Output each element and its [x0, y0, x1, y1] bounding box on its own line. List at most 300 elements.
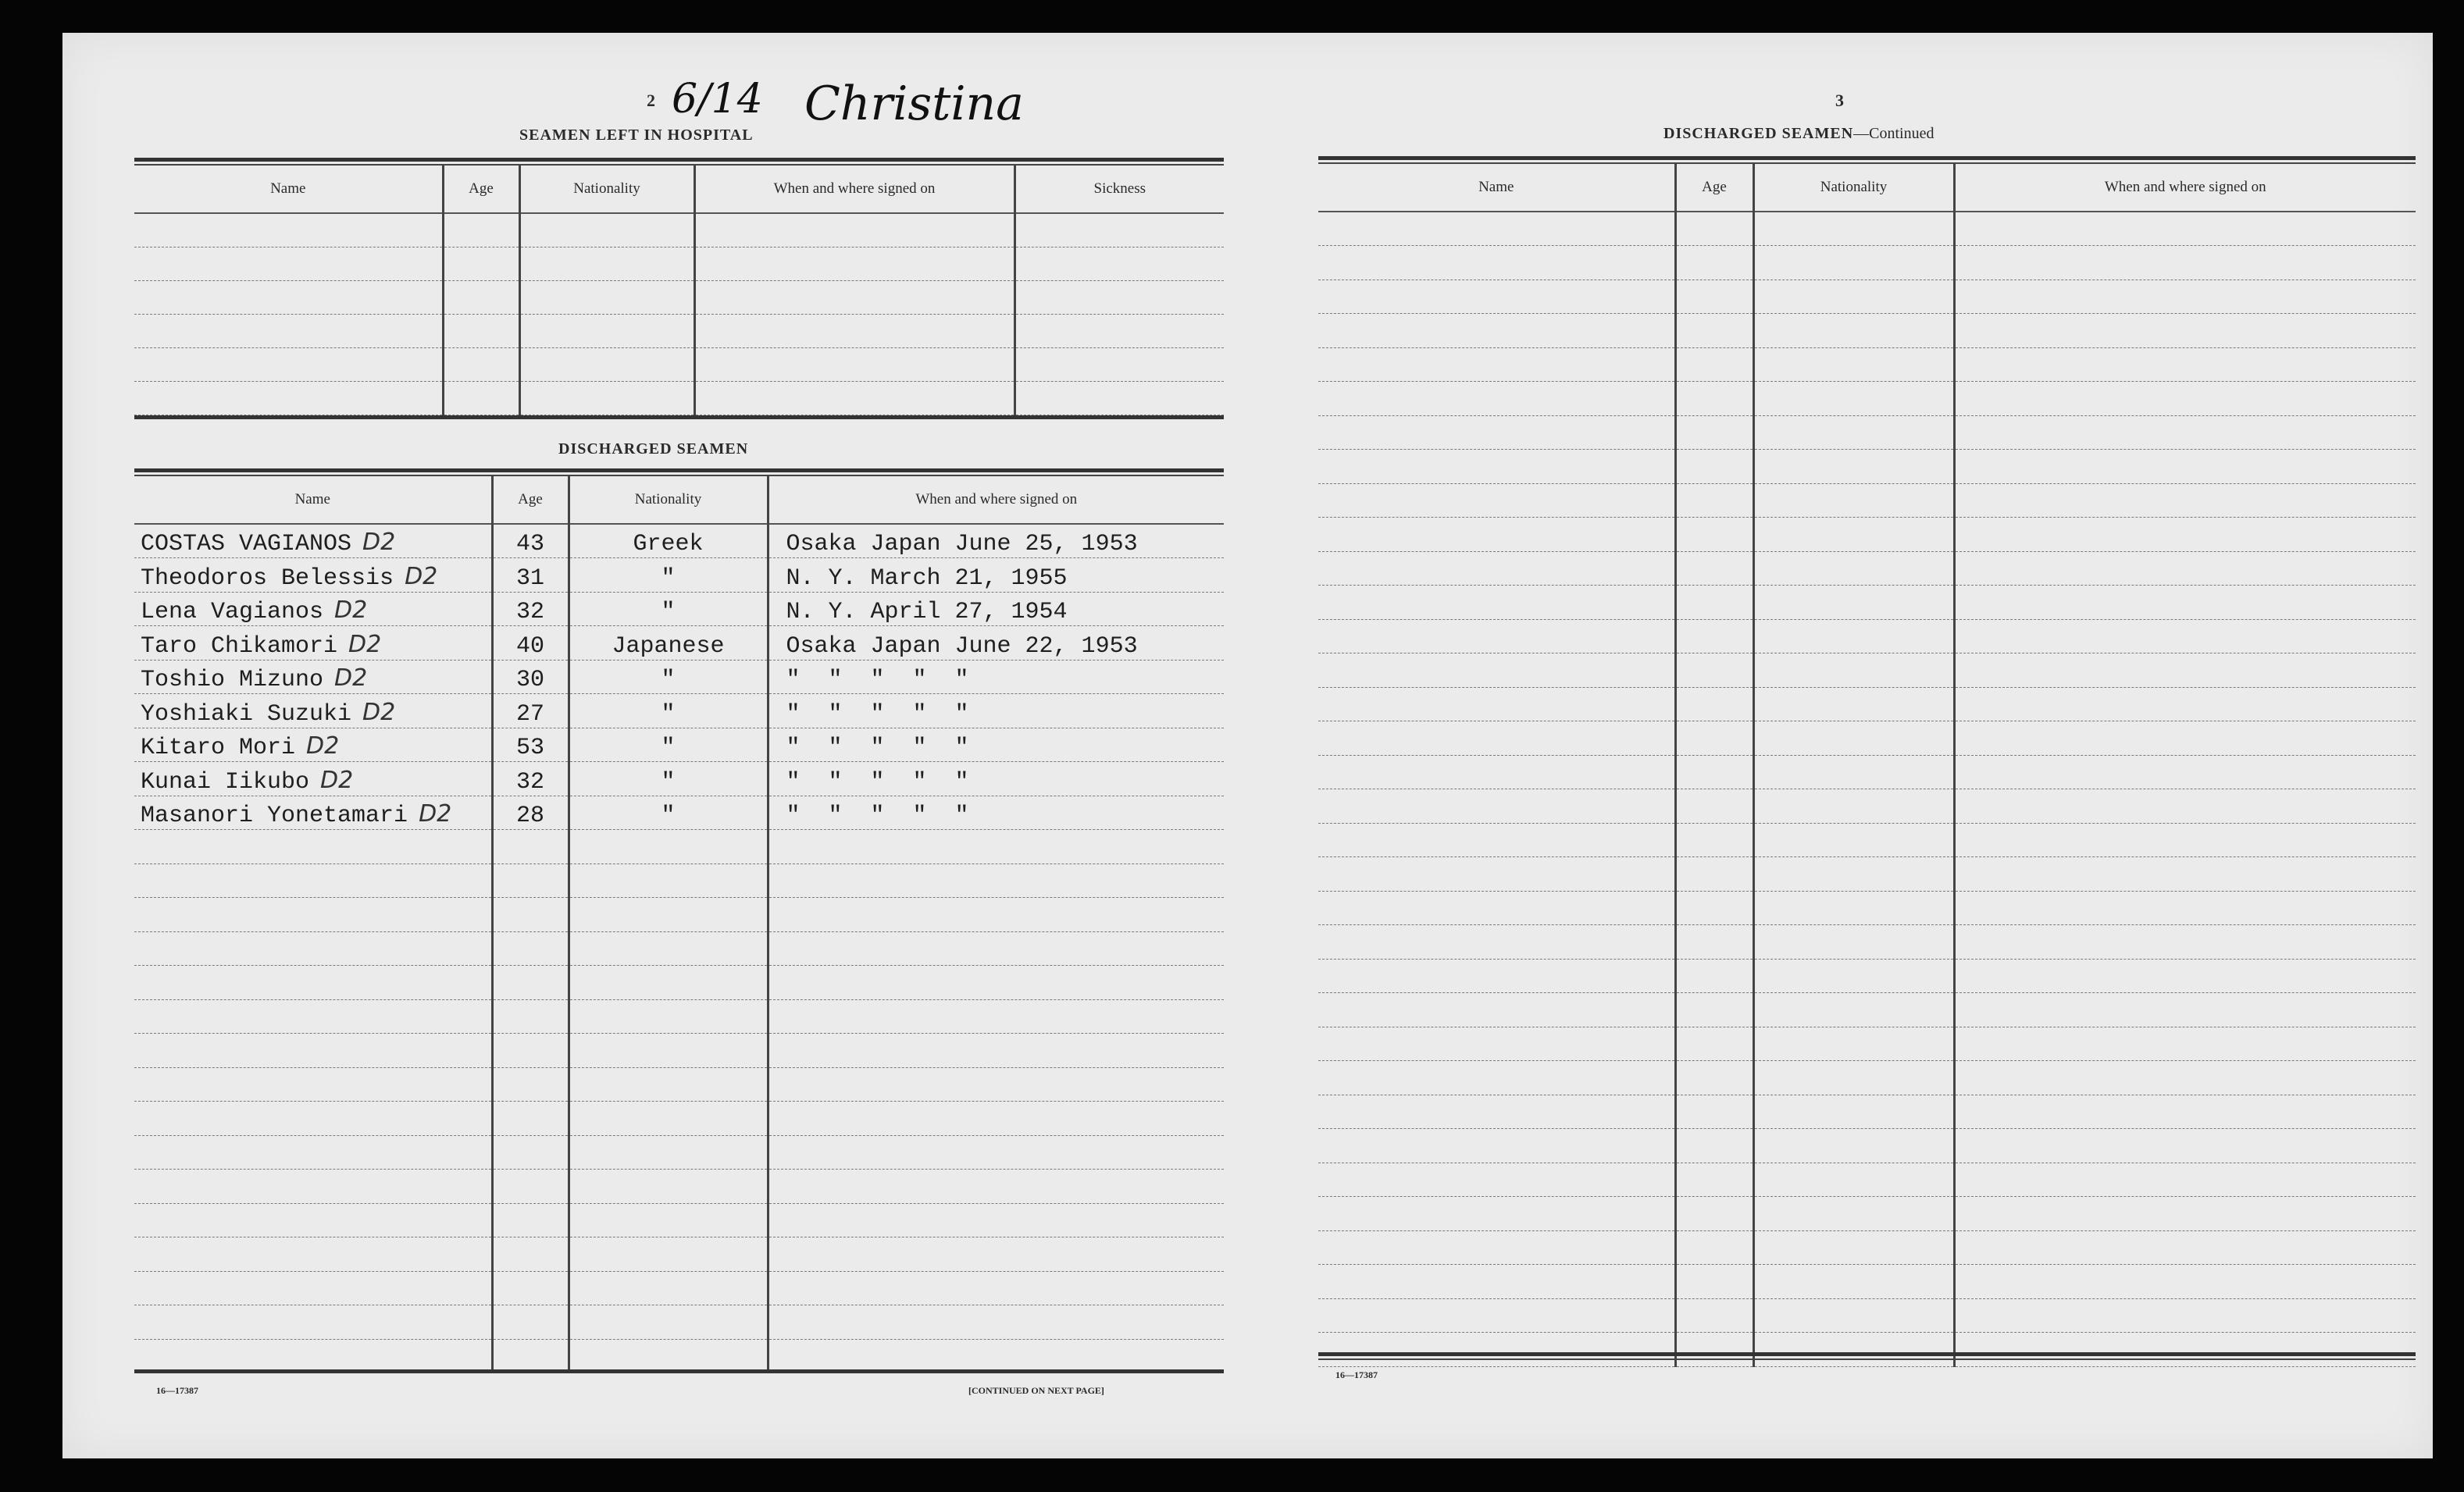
table-cell — [1318, 483, 1675, 518]
seaman-name-cell — [134, 762, 492, 796]
table-cell — [694, 247, 1014, 280]
seaman-name: Kitaro Mori — [141, 735, 296, 761]
table-cell — [134, 966, 492, 1000]
rule — [134, 1369, 1224, 1373]
col-header-sickness: Sickness — [1014, 166, 1224, 213]
table-cell — [492, 1203, 569, 1237]
table-cell — [492, 1067, 569, 1102]
table-cell — [1675, 857, 1753, 892]
table-row — [134, 966, 1224, 1000]
table-cell — [1753, 1230, 1954, 1265]
table-cell — [134, 864, 492, 898]
col-header-age: Age — [492, 476, 569, 524]
table-cell — [1954, 1298, 2416, 1333]
table-cell — [1318, 1230, 1675, 1265]
table-cell — [1954, 823, 2416, 857]
table-cell — [1675, 755, 1753, 789]
table-cell — [1675, 483, 1753, 518]
table-row — [134, 1170, 1224, 1204]
table-cell — [1318, 959, 1675, 993]
seaman-age: 32 — [492, 592, 569, 626]
table-cell — [1954, 1163, 2416, 1197]
table-cell — [1318, 755, 1675, 789]
table-cell — [134, 1203, 492, 1237]
table-cell — [1675, 653, 1753, 688]
table-row — [1318, 1230, 2416, 1265]
table-cell — [1753, 1095, 1954, 1129]
table-cell — [1014, 314, 1224, 347]
rule — [1318, 1352, 2416, 1356]
rule — [134, 415, 1224, 419]
title-suffix: —Continued — [1853, 125, 1934, 142]
table-cell — [768, 898, 1224, 932]
table-cell — [1318, 518, 1675, 552]
table-row — [1318, 483, 2416, 518]
discharge-mark: D2 — [405, 562, 438, 590]
discharge-mark: D2 — [362, 698, 396, 726]
table-cell — [1954, 280, 2416, 314]
discharge-mark: D2 — [419, 800, 452, 828]
seaman-signed-on: " " " " " — [768, 694, 1224, 728]
table-cell — [1318, 246, 1675, 280]
table-cell — [1954, 483, 2416, 518]
seaman-age: 31 — [492, 558, 569, 593]
discharged-table — [134, 476, 1224, 1373]
table-cell — [1675, 925, 1753, 960]
table-cell — [1318, 823, 1675, 857]
table-cell — [492, 966, 569, 1000]
table-cell — [569, 1237, 768, 1272]
table-cell — [1675, 518, 1753, 552]
table-cell — [1318, 1027, 1675, 1061]
handwritten-vessel-name: Christina — [804, 77, 1024, 131]
table-cell — [1753, 1265, 1954, 1299]
seaman-nationality: Greek — [569, 524, 768, 558]
table-cell — [1753, 891, 1954, 925]
table-cell — [1753, 314, 1954, 348]
table-row — [134, 558, 1224, 593]
title-text: DISCHARGED SEAMEN — [1663, 125, 1854, 142]
table-cell — [134, 1067, 492, 1102]
table-cell — [519, 347, 694, 381]
table-row — [134, 864, 1224, 898]
table-cell — [569, 830, 768, 864]
table-cell — [1753, 1061, 1954, 1095]
table-cell — [1954, 1197, 2416, 1231]
table-cell — [1014, 213, 1224, 247]
table-row — [1318, 280, 2416, 314]
table-cell — [519, 213, 694, 247]
table-cell — [1318, 789, 1675, 824]
page-number: 2 — [647, 91, 655, 110]
table-cell — [1318, 1129, 1675, 1163]
table-row — [1318, 246, 2416, 280]
table-cell — [1318, 212, 1675, 246]
discharge-mark: D2 — [362, 529, 396, 556]
handwritten-date: 6/14 — [672, 76, 763, 123]
table-cell — [1954, 518, 2416, 552]
table-row — [1318, 619, 2416, 653]
table-cell — [443, 213, 519, 247]
table-cell — [492, 1339, 569, 1373]
table-cell — [519, 314, 694, 347]
table-cell — [1318, 925, 1675, 960]
left-page — [62, 33, 1179, 1458]
table-cell — [134, 381, 443, 415]
table-row — [1318, 891, 2416, 925]
seaman-name-cell — [134, 694, 492, 728]
table-cell — [1954, 789, 2416, 824]
table-cell — [1318, 551, 1675, 586]
rule — [134, 468, 1224, 472]
seaman-name: Toshio Mizuno — [141, 667, 324, 693]
continued-note: [CONTINUED ON NEXT PAGE] — [968, 1385, 1104, 1396]
col-header-nationality: Nationality — [519, 166, 694, 213]
table-row — [1318, 823, 2416, 857]
table-cell — [443, 347, 519, 381]
table-cell — [569, 898, 768, 932]
table-cell — [768, 1170, 1224, 1204]
table-cell — [1954, 755, 2416, 789]
seaman-name: Lena Vagianos — [141, 599, 324, 625]
table-cell — [694, 213, 1014, 247]
table-cell — [492, 931, 569, 966]
table-cell — [1753, 653, 1954, 688]
seaman-name: Masanori Yonetamari — [141, 803, 408, 829]
table-row — [134, 830, 1224, 864]
seaman-nationality: " — [569, 728, 768, 762]
table-cell — [1675, 246, 1753, 280]
table-cell — [1753, 619, 1954, 653]
rule — [134, 158, 1224, 162]
table-cell — [492, 1305, 569, 1340]
table-row — [1318, 551, 2416, 586]
table-cell — [1675, 789, 1753, 824]
seaman-nationality: " — [569, 796, 768, 830]
table-cell — [1675, 1333, 1753, 1367]
table-cell — [1954, 1129, 2416, 1163]
seaman-signed-on: N. Y. April 27, 1954 — [768, 592, 1224, 626]
table-cell — [1954, 721, 2416, 756]
table-cell — [134, 1102, 492, 1136]
discharge-mark: D2 — [306, 732, 340, 760]
table-cell — [134, 347, 443, 381]
table-cell — [1753, 789, 1954, 824]
table-cell — [1753, 246, 1954, 280]
table-cell — [1675, 1298, 1753, 1333]
table-cell — [1675, 1197, 1753, 1231]
table-cell — [1753, 1027, 1954, 1061]
table-cell — [569, 1271, 768, 1305]
rule — [1318, 156, 2416, 160]
seaman-age: 43 — [492, 524, 569, 558]
table-cell — [1753, 280, 1954, 314]
table-cell — [768, 1034, 1224, 1068]
right-page — [1312, 33, 2433, 1458]
table-cell — [1954, 959, 2416, 993]
table-cell — [134, 1339, 492, 1373]
table-cell — [1318, 450, 1675, 484]
seaman-signed-on: Osaka Japan June 25, 1953 — [768, 524, 1224, 558]
table-cell — [694, 381, 1014, 415]
table-cell — [134, 1170, 492, 1204]
table-cell — [1954, 1061, 2416, 1095]
seaman-age: 40 — [492, 626, 569, 661]
table-cell — [519, 247, 694, 280]
table-cell — [1318, 1095, 1675, 1129]
seaman-name: Taro Chikamori — [141, 632, 338, 660]
table-cell — [519, 280, 694, 314]
table-cell — [1753, 382, 1954, 416]
seaman-age: 27 — [492, 694, 569, 728]
discharge-mark: D2 — [320, 766, 354, 794]
table-cell — [1954, 347, 2416, 382]
table-row — [1318, 382, 2416, 416]
table-cell — [569, 931, 768, 966]
table-cell — [1753, 1129, 1954, 1163]
seaman-name-cell — [134, 592, 492, 626]
table-cell — [1318, 1163, 1675, 1197]
table-cell — [1753, 925, 1954, 960]
table-cell — [1753, 721, 1954, 756]
table-cell — [768, 1305, 1224, 1340]
table-cell — [1675, 891, 1753, 925]
table-cell — [519, 381, 694, 415]
table-cell — [1318, 347, 1675, 382]
seaman-name-cell — [134, 558, 492, 593]
table-cell — [134, 247, 443, 280]
table-cell — [1318, 891, 1675, 925]
table-cell — [1954, 314, 2416, 348]
table-cell — [492, 1034, 569, 1068]
table-cell — [694, 280, 1014, 314]
table-cell — [1675, 721, 1753, 756]
table-row — [134, 347, 1224, 381]
seaman-name: Yoshiaki Suzuki — [141, 700, 352, 728]
table-row — [1318, 959, 2416, 993]
table-cell — [1675, 993, 1753, 1027]
seaman-signed-on: " " " " " — [768, 796, 1224, 830]
seaman-name: Kunai Iikubo — [141, 768, 310, 796]
seaman-signed-on: N. Y. March 21, 1955 — [768, 558, 1224, 593]
col-header-signed-on: When and where signed on — [1954, 164, 2416, 212]
table-row — [134, 1237, 1224, 1272]
table-row — [1318, 721, 2416, 756]
seaman-name-cell — [134, 660, 492, 694]
table-cell — [443, 280, 519, 314]
table-cell — [1753, 1333, 1954, 1367]
table-cell — [492, 1135, 569, 1170]
table-cell — [1675, 1230, 1753, 1265]
table-cell — [768, 931, 1224, 966]
table-cell — [1318, 1061, 1675, 1095]
table-row — [1318, 212, 2416, 246]
table-row — [1318, 518, 2416, 552]
table-cell — [1675, 382, 1753, 416]
table-cell — [1318, 721, 1675, 756]
table-cell — [1753, 415, 1954, 450]
table-cell — [1954, 687, 2416, 721]
table-row — [1318, 586, 2416, 620]
table-cell — [768, 830, 1224, 864]
table-cell — [134, 1034, 492, 1068]
table-row — [1318, 450, 2416, 484]
table-cell — [1675, 450, 1753, 484]
table-row — [134, 1067, 1224, 1102]
table-row — [1318, 653, 2416, 688]
table-cell — [1753, 993, 1954, 1027]
table-cell — [1318, 1298, 1675, 1333]
table-cell — [1675, 1265, 1753, 1299]
form-number: 16—17387 — [1335, 1369, 1378, 1380]
table-cell — [492, 1237, 569, 1272]
hospital-section-title: SEAMEN LEFT IN HOSPITAL — [519, 126, 754, 144]
table-row — [1318, 755, 2416, 789]
table-row — [1318, 415, 2416, 450]
table-cell — [1954, 586, 2416, 620]
seaman-nationality: " — [569, 762, 768, 796]
table-cell — [1675, 212, 1753, 246]
table-cell — [134, 1305, 492, 1340]
table-cell — [492, 999, 569, 1034]
col-header-nationality: Nationality — [1753, 164, 1954, 212]
table-row — [134, 1305, 1224, 1340]
table-cell — [1318, 653, 1675, 688]
table-cell — [768, 1067, 1224, 1102]
table-row — [1318, 1265, 2416, 1299]
table-cell — [134, 1271, 492, 1305]
table-row — [134, 796, 1224, 830]
table-cell — [134, 213, 443, 247]
table-row — [134, 999, 1224, 1034]
table-row — [1318, 925, 2416, 960]
table-row — [134, 762, 1224, 796]
table-cell — [569, 1170, 768, 1204]
table-cell — [1954, 212, 2416, 246]
table-row — [134, 898, 1224, 932]
table-cell — [492, 864, 569, 898]
form-number: 16—17387 — [156, 1385, 198, 1396]
discharge-mark: D2 — [334, 664, 368, 692]
table-cell — [1675, 586, 1753, 620]
table-cell — [1753, 450, 1954, 484]
seaman-age: 30 — [492, 660, 569, 694]
seaman-signed-on: " " " " " — [768, 728, 1224, 762]
seaman-age: 53 — [492, 728, 569, 762]
table-cell — [1318, 857, 1675, 892]
table-cell — [134, 999, 492, 1034]
table-cell — [1753, 687, 1954, 721]
table-cell — [492, 898, 569, 932]
table-cell — [768, 864, 1224, 898]
table-row — [134, 931, 1224, 966]
table-cell — [1954, 450, 2416, 484]
table-cell — [1753, 518, 1954, 552]
table-cell — [1753, 347, 1954, 382]
table-cell — [1014, 381, 1224, 415]
seaman-age: 28 — [492, 796, 569, 830]
table-row — [1318, 1027, 2416, 1061]
table-cell — [1318, 314, 1675, 348]
seaman-signed-on: Osaka Japan June 22, 1953 — [768, 626, 1224, 661]
table-cell — [1954, 1027, 2416, 1061]
col-header-nationality: Nationality — [569, 476, 768, 524]
table-cell — [1753, 1163, 1954, 1197]
table-cell — [1318, 382, 1675, 416]
table-cell — [1318, 1333, 1675, 1367]
table-cell — [694, 347, 1014, 381]
table-cell — [492, 1271, 569, 1305]
table-cell — [569, 1135, 768, 1170]
hospital-table — [134, 166, 1224, 415]
table-cell — [1675, 959, 1753, 993]
table-row — [1318, 1333, 2416, 1367]
table-row — [1318, 857, 2416, 892]
table-cell — [1954, 246, 2416, 280]
table-cell — [1675, 619, 1753, 653]
table-cell — [1954, 925, 2416, 960]
table-cell — [1014, 247, 1224, 280]
table-cell — [492, 830, 569, 864]
table-cell — [1318, 1265, 1675, 1299]
seaman-nationality: " — [569, 660, 768, 694]
col-header-name: Name — [134, 476, 492, 524]
col-header-signed-on: When and where signed on — [768, 476, 1224, 524]
table-cell — [134, 931, 492, 966]
table-row — [1318, 1197, 2416, 1231]
table-cell — [1014, 347, 1224, 381]
table-cell — [569, 1034, 768, 1068]
table-cell — [768, 999, 1224, 1034]
seaman-name-cell — [134, 796, 492, 830]
table-cell — [1954, 653, 2416, 688]
page-number: 3 — [1835, 91, 1844, 110]
table-cell — [1954, 551, 2416, 586]
rule — [1318, 1358, 2416, 1360]
table-cell — [492, 1170, 569, 1204]
table-row — [134, 314, 1224, 347]
table-cell — [1753, 755, 1954, 789]
table-row — [1318, 687, 2416, 721]
table-cell — [1675, 1095, 1753, 1129]
seaman-name-cell — [134, 728, 492, 762]
table-cell — [1753, 551, 1954, 586]
table-cell — [1675, 280, 1753, 314]
discharged-section-title: DISCHARGED SEAMEN — [558, 440, 749, 458]
table-row — [134, 1339, 1224, 1373]
table-row — [134, 626, 1224, 661]
table-cell — [1753, 1298, 1954, 1333]
table-cell — [768, 966, 1224, 1000]
seaman-signed-on: " " " " " — [768, 660, 1224, 694]
table-cell — [1753, 823, 1954, 857]
table-cell — [492, 1102, 569, 1136]
table-cell — [134, 1237, 492, 1272]
table-cell — [569, 1339, 768, 1373]
table-cell — [1954, 993, 2416, 1027]
table-cell — [1954, 415, 2416, 450]
table-cell — [1675, 1163, 1753, 1197]
table-cell — [443, 314, 519, 347]
seaman-name-cell — [134, 626, 492, 661]
table-cell — [1753, 483, 1954, 518]
table-row — [134, 1135, 1224, 1170]
table-row — [134, 280, 1224, 314]
table-cell — [1675, 415, 1753, 450]
table-row — [134, 524, 1224, 558]
table-cell — [1318, 619, 1675, 653]
table-row — [1318, 1061, 2416, 1095]
